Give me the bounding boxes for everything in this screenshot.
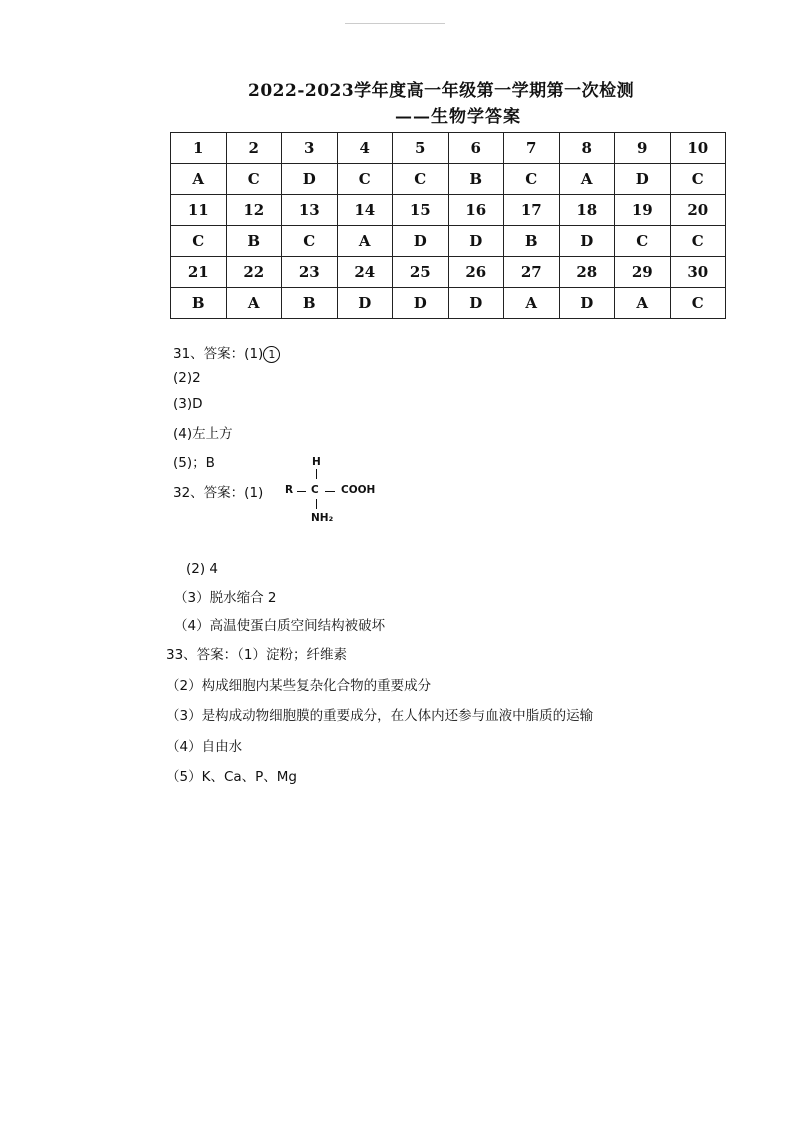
formula-cooh: COOH xyxy=(341,484,376,496)
question-number-cell: 12 xyxy=(226,195,282,226)
q32-line-4: （4）高温使蛋白质空间结构被破坏 xyxy=(174,618,386,634)
answer-cell: D xyxy=(448,226,504,257)
q31-line-5: (5)；B xyxy=(173,455,215,471)
answer-row xyxy=(171,164,726,195)
formula-bond-top xyxy=(316,469,317,479)
answer-cell: A xyxy=(337,226,393,257)
answer-cell: C xyxy=(171,226,227,257)
answer-cell: D xyxy=(615,164,671,195)
top-rule xyxy=(345,23,445,24)
question-number-cell: 26 xyxy=(448,257,504,288)
formula-c: C xyxy=(311,484,319,496)
answer-cell: B xyxy=(171,288,227,319)
answer-cell: D xyxy=(559,226,615,257)
answer-cell: C xyxy=(504,164,560,195)
q33-line-2: （2）构成细胞内某些复杂化合物的重要成分 xyxy=(166,678,432,694)
answer-cell: D xyxy=(393,226,449,257)
question-number-cell: 4 xyxy=(337,133,393,164)
formula-r: R xyxy=(285,484,294,496)
answer-cell: A xyxy=(559,164,615,195)
question-number-cell: 9 xyxy=(615,133,671,164)
answer-cell: C xyxy=(337,164,393,195)
answer-cell: A xyxy=(504,288,560,319)
question-number-cell: 17 xyxy=(504,195,560,226)
answer-cell: C xyxy=(670,288,726,319)
question-number-cell: 25 xyxy=(393,257,449,288)
q31-line-3: (3)D xyxy=(173,396,203,412)
answer-cell: D xyxy=(448,288,504,319)
question-number-cell: 5 xyxy=(393,133,449,164)
question-number-cell: 16 xyxy=(448,195,504,226)
answer-cell: B xyxy=(226,226,282,257)
question-number-row xyxy=(171,133,726,164)
answer-cell: A xyxy=(226,288,282,319)
answer-row xyxy=(171,226,726,257)
answer-cell: B xyxy=(504,226,560,257)
question-number-cell: 21 xyxy=(171,257,227,288)
answer-cell: B xyxy=(282,288,338,319)
question-number-cell: 29 xyxy=(615,257,671,288)
question-number-cell: 24 xyxy=(337,257,393,288)
question-number-cell: 14 xyxy=(337,195,393,226)
formula-bond-left xyxy=(297,491,306,492)
question-number-row xyxy=(171,195,726,226)
answer-cell: B xyxy=(448,164,504,195)
question-number-cell: 8 xyxy=(559,133,615,164)
question-number-cell: 6 xyxy=(448,133,504,164)
question-number-cell: 30 xyxy=(670,257,726,288)
answer-cell: D xyxy=(393,288,449,319)
document-subtitle: ——生物学答案 xyxy=(395,107,521,127)
document-title: 2022-2023学年度高一年级第一学期第一次检测 xyxy=(248,81,635,101)
question-number-cell: 7 xyxy=(504,133,560,164)
answer-cell: C xyxy=(615,226,671,257)
formula-nh2: NH₂ xyxy=(311,512,334,524)
question-number-cell: 2 xyxy=(226,133,282,164)
answer-cell: C xyxy=(226,164,282,195)
question-number-cell: 1 xyxy=(171,133,227,164)
q32-line-2: (2) 4 xyxy=(186,561,219,577)
answer-cell: D xyxy=(337,288,393,319)
q33-head: 33、答案：（1）淀粉；纤维素 xyxy=(166,647,348,663)
question-number-cell: 19 xyxy=(615,195,671,226)
answer-cell: D xyxy=(282,164,338,195)
formula-h: H xyxy=(312,456,321,468)
q33-line-4: （4）自由水 xyxy=(166,739,243,755)
q31-line-4: (4)左上方 xyxy=(173,426,233,442)
question-number-cell: 23 xyxy=(282,257,338,288)
q31-head: 31、答案：(1) xyxy=(173,346,264,362)
question-number-cell: 28 xyxy=(559,257,615,288)
question-number-row xyxy=(171,257,726,288)
question-number-cell: 3 xyxy=(282,133,338,164)
question-number-cell: 13 xyxy=(282,195,338,226)
formula-bond-right xyxy=(325,491,335,492)
q33-line-5: （5）K、Ca、P、Mg xyxy=(166,769,297,785)
question-number-cell: 18 xyxy=(559,195,615,226)
question-number-cell: 15 xyxy=(393,195,449,226)
question-number-cell: 22 xyxy=(226,257,282,288)
question-number-cell: 27 xyxy=(504,257,560,288)
answer-cell: A xyxy=(171,164,227,195)
q33-line-3: （3）是构成动物细胞膜的重要成分，在人体内还参与血液中脂质的运输 xyxy=(166,708,594,724)
formula-bond-bottom xyxy=(316,499,317,509)
q31-line-1 xyxy=(173,342,280,363)
answer-cell: C xyxy=(670,226,726,257)
question-number-cell: 11 xyxy=(171,195,227,226)
question-number-cell: 20 xyxy=(670,195,726,226)
answer-cell: A xyxy=(615,288,671,319)
question-number-cell: 10 xyxy=(670,133,726,164)
answer-cell: C xyxy=(282,226,338,257)
answer-cell: C xyxy=(670,164,726,195)
amino-acid-structural-formula xyxy=(280,456,400,526)
answer-cell: C xyxy=(393,164,449,195)
q32-head: 32、答案：(1) xyxy=(173,485,264,501)
q31-line-2: (2)2 xyxy=(173,370,201,386)
answer-cell: D xyxy=(559,288,615,319)
q32-line-3: （3）脱水缩合 2 xyxy=(174,590,277,606)
answer-row xyxy=(171,288,726,319)
answer-table xyxy=(170,132,726,319)
circled-number: 1 xyxy=(263,346,280,363)
